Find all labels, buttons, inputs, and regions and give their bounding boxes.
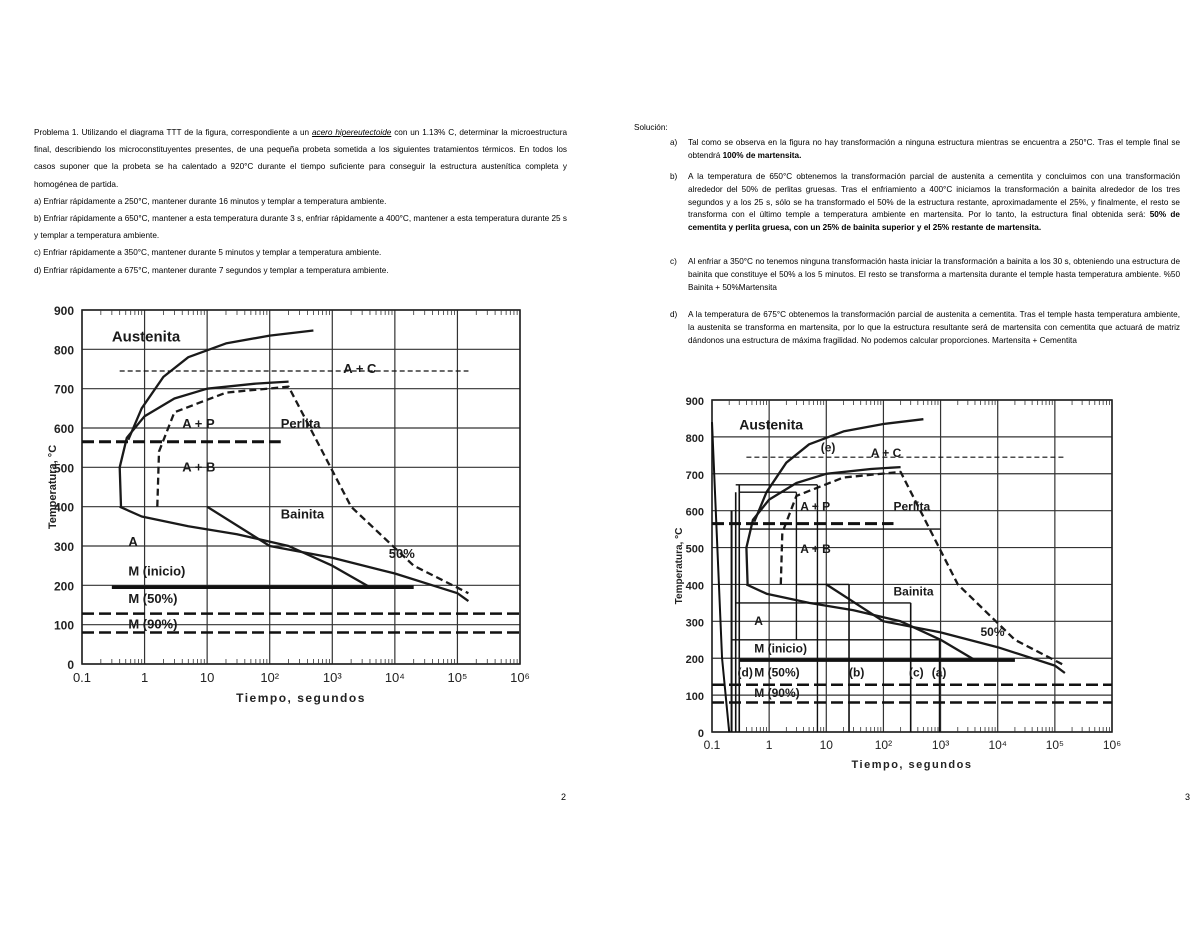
- region-label: A + P: [182, 416, 215, 431]
- x-tick-label: 10²: [874, 738, 893, 752]
- y-tick-label: 400: [53, 500, 74, 515]
- x-tick-label: 1: [765, 738, 773, 752]
- solution-item-d: d) A la temperatura de 675°C obtenemos la transformación parcial de austenita a cementita. Tras el temple hasta temperatura ambiente, la austenita se transforma en martensita, por lo que la estructura resultante será de martensita con cementita que actuará de matriz dándonos una estructura de máxima fragilidad. No podemos calcular proporciones. Martensita + Cementita: [670, 310, 1180, 345]
- y-axis-title: Temperatura, °C: [674, 527, 685, 605]
- region-label: A + P: [800, 499, 831, 514]
- region-label: 50%: [388, 545, 415, 561]
- x-tick-label: 10⁴: [384, 670, 405, 685]
- page-number: 2: [561, 792, 567, 802]
- region-label: Austenita: [111, 328, 181, 346]
- x-tick-label: 10⁴: [988, 738, 1007, 752]
- plot-frame: [712, 400, 1112, 732]
- x-tick-label: 10⁵: [1045, 738, 1065, 752]
- problem-item-a: a) Enfriar rápidamente a 250°C, mantener durante 16 minutos y templar a temperatura ambiente.: [34, 196, 387, 206]
- solution-title: Solución:: [634, 123, 668, 132]
- region-label: M (90%): [128, 616, 178, 632]
- region-label: (d): [737, 665, 753, 680]
- region-label: A + C: [870, 446, 902, 461]
- y-tick-label: 500: [685, 543, 704, 556]
- region-label: 50%: [980, 625, 1005, 640]
- y-tick-label: 900: [685, 396, 704, 408]
- highlighted-term: acero hipereutectoide: [311, 128, 392, 137]
- y-tick-label: 500: [53, 461, 74, 476]
- y-tick-label: 0: [697, 728, 704, 740]
- y-tick-label: 200: [53, 579, 74, 594]
- problem-statement: [34, 124, 567, 279]
- problem-intro: Problema 1. Utilizando el diagrama TTT de la figura, correspondiente a un acero hipereutectoide con un 1.13% C, determinar la microestructura final, describiendo los microconstituyentes presentes, de una pequeña probeta sometida a los siguientes tratamientos térmicos. En todos los casos suponer que la probeta se ha calentado a 920°C durante el tiempo suficiente para conseguir la estructura austenítica completa y homogénea de partida.: [34, 128, 568, 189]
- y-tick-label: 200: [685, 654, 704, 667]
- region-label: Perlita: [893, 499, 931, 514]
- x-tick-label: 10⁶: [1102, 738, 1122, 752]
- ttt-diagram-left: [44, 298, 554, 718]
- y-tick-label: 400: [685, 580, 704, 593]
- plot-frame: [82, 310, 520, 664]
- y-tick-label: 100: [685, 691, 704, 704]
- problem-item-c: c) Enfriar rápidamente a 350°C, mantener durante 5 minutos y templar a temperatura ambiente.: [34, 248, 382, 258]
- region-label: A + B: [800, 542, 831, 557]
- x-tick-label: 10³: [931, 738, 950, 752]
- x-tick-label: 10⁶: [510, 670, 530, 685]
- y-tick-label: 600: [685, 506, 704, 519]
- x-tick-label: 1: [140, 670, 149, 685]
- y-tick-label: 300: [53, 540, 74, 554]
- region-label: Bainita: [280, 506, 325, 522]
- x-tick-label: 10⁵: [447, 670, 468, 685]
- solution-item-a: a) Tal como se observa en la figura no hay transformación a ninguna estructura mientras se encuentra a 250°C. Tras el temple final se obtendrá 100% de martensita.: [670, 138, 1180, 160]
- x-tick-label: 10²: [260, 670, 280, 685]
- x-tick-label: 0.1: [703, 738, 721, 752]
- y-tick-label: 800: [685, 432, 704, 445]
- y-tick-label: 600: [53, 422, 74, 436]
- solution-item-c: c) Al enfriar a 350°C no tenemos ninguna transformación hasta iniciar la transformación a bainita a los 30 s, obteniendo una estructura de bainita que constituye el 50% a los 5 minutos. El resto se transforma a martensita durante el temple hasta temperatura ambiente. %50 Bainita + 50%Martensita: [670, 257, 1180, 292]
- solution-item-b: b) A la temperatura de 650°C obtenemos la transformación parcial de austenita a cementita y concluimos con una transformación alrededor del 50% de perlitas gruesas. Tras el enfriamiento a 400°C iniciamos la transformación a bainita alrededor de los tres segundos y a los 25 s, sólo se ha transformado el 50% de la estructura restante, aproximadamente el 25%, y finalmente, el resto se transforma con el último temple a temperatura ambiente en martensita. Por lo tanto, la estructura final obtenida será: 50% de cementita y perlita gruesa, con un 25% de bainita superior y el 25% restante de martensita.: [670, 172, 1180, 233]
- region-label: (c): [908, 665, 924, 680]
- region-label: (e): [820, 440, 836, 455]
- problem-item-b: b) Enfriar rápidamente a 650°C, mantener a esta temperatura durante 3 s, enfriar rápidamente a 400°C, mantener a esta temperatura durante 25 s y templar a temperatura ambiente.: [34, 214, 567, 241]
- problem-item-d: d) Enfriar rápidamente a 675°C, mantener durante 7 segundos y templar a temperatura ambiente.: [34, 265, 389, 275]
- x-axis-title: Tiempo, segundos: [236, 691, 366, 705]
- y-tick-label: 700: [685, 469, 704, 482]
- region-label: Perlita: [280, 416, 321, 431]
- region-label: A: [128, 534, 138, 549]
- ttt-diagram-right: [670, 385, 1170, 785]
- region-label: (b): [849, 665, 865, 680]
- region-label: M (50%): [754, 665, 800, 680]
- y-tick-label: 800: [53, 343, 74, 358]
- y-tick-label: 100: [53, 618, 74, 633]
- region-label: A: [754, 614, 763, 629]
- x-axis-title: Tiempo, segundos: [851, 759, 973, 771]
- region-label: M (90%): [754, 685, 800, 700]
- x-tick-label: 10: [819, 738, 833, 752]
- y-tick-label: 0: [67, 658, 74, 672]
- region-label: Bainita: [893, 584, 934, 599]
- region-label: A + C: [343, 360, 377, 376]
- x-tick-label: 10³: [322, 670, 342, 685]
- x-tick-label: 0.1: [72, 670, 92, 685]
- x-tick-label: 10: [199, 670, 215, 685]
- region-label: M (50%): [128, 591, 178, 607]
- y-axis-title: Temperatura, °C: [47, 444, 59, 530]
- y-tick-label: 900: [53, 304, 74, 318]
- region-label: A + B: [182, 459, 216, 475]
- problem-body: determinar la microestructura final, describiendo los microconstituyentes presentes, de una pequeña probeta sometida a los siguientes tratamientos térmicos. En todos los casos suponer que la probeta se ha calentado a 920°C durante el tiempo suficiente para conseguir la estructura austenítica completa y homogénea de partida.: [34, 128, 568, 189]
- region-label: Austenita: [739, 416, 804, 433]
- y-tick-label: 700: [53, 382, 74, 397]
- y-tick-label: 300: [685, 617, 704, 630]
- region-label: (a): [931, 665, 947, 680]
- region-label: M (inicio): [128, 563, 186, 579]
- region-label: M (inicio): [754, 641, 807, 656]
- page-3: [600, 0, 1200, 927]
- page-number: 3: [1185, 792, 1191, 802]
